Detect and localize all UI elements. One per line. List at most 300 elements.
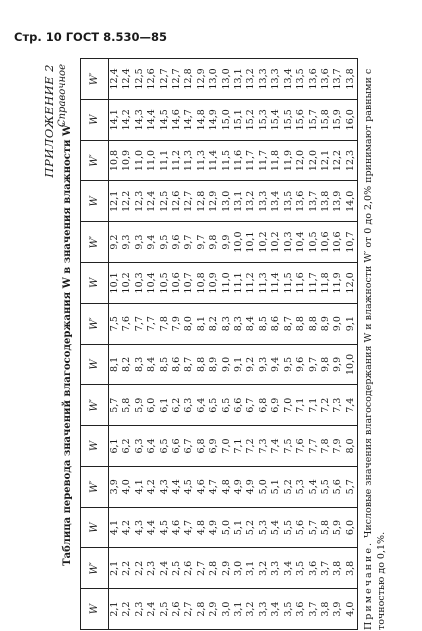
table-cell: 8,4: [245, 303, 257, 344]
table-cell: 12,6: [146, 59, 158, 100]
table-cell: 4,5: [183, 466, 195, 507]
table-cell: 3,8: [345, 548, 358, 589]
table-note: [362, 58, 388, 630]
table-cell: 7,1: [295, 385, 307, 426]
table-cell: 7,6: [295, 426, 307, 467]
table-cell: 8,0: [183, 303, 195, 344]
table-cell: 2,4: [146, 589, 158, 630]
table-cell: 6,0: [345, 507, 358, 548]
table-cell: 3,2: [258, 548, 270, 589]
table-cell: 9,2: [109, 222, 122, 263]
table-cell: 8,4: [146, 344, 158, 385]
table-row: [308, 59, 320, 630]
table-cell: 4,6: [196, 466, 208, 507]
table-row: [320, 59, 332, 630]
table-cell: 12,3: [345, 140, 358, 181]
table-cell: 7,6: [121, 303, 133, 344]
column-header: W: [81, 181, 109, 222]
table-cell: 14,5: [159, 99, 171, 140]
table-cell: 12,4: [146, 181, 158, 222]
table-cell: 9,9: [221, 222, 233, 263]
table-cell: 8,5: [159, 344, 171, 385]
table-cell: 5,6: [332, 466, 344, 507]
table-cell: 3,8: [332, 548, 344, 589]
column-header: W: [81, 99, 109, 140]
table-row: [183, 59, 195, 630]
table-cell: 15,8: [320, 99, 332, 140]
column-header: W: [81, 589, 109, 630]
table-cell: 13,3: [270, 59, 282, 100]
table-cell: 3,1: [233, 589, 245, 630]
table-cell: 10,8: [109, 140, 122, 181]
table-cell: 11,6: [233, 140, 245, 181]
table-cell: 3,1: [245, 548, 257, 589]
table-cell: 6,3: [183, 385, 195, 426]
table-cell: 5,8: [320, 507, 332, 548]
table-cell: 9,2: [245, 344, 257, 385]
table-cell: 12,1: [320, 140, 332, 181]
table-cell: 2,5: [159, 589, 171, 630]
table-row: [258, 59, 270, 630]
table-cell: 4,0: [345, 589, 358, 630]
table-cell: 13,0: [221, 59, 233, 100]
table-cell: 11,7: [308, 262, 320, 303]
table-cell: 2,2: [121, 589, 133, 630]
table-cell: 4,9: [233, 466, 245, 507]
table-cell: 11,3: [258, 262, 270, 303]
table-cell: 15,6: [295, 99, 307, 140]
table-cell: 11,8: [270, 140, 282, 181]
note-label: Примечание.: [363, 541, 374, 630]
table-cell: 8,3: [221, 303, 233, 344]
table-cell: 2,6: [183, 548, 195, 589]
table-cell: 12,2: [121, 181, 133, 222]
table-cell: 5,9: [332, 507, 344, 548]
table-cell: 6,3: [134, 426, 146, 467]
table-cell: 13,5: [283, 181, 295, 222]
table-cell: 8,5: [258, 303, 270, 344]
table-cell: 12,3: [134, 181, 146, 222]
table-cell: 6,1: [159, 385, 171, 426]
table-cell: 6,9: [270, 385, 282, 426]
table-cell: 6,5: [221, 385, 233, 426]
table-cell: 10,3: [134, 262, 146, 303]
table-cell: 15,7: [308, 99, 320, 140]
table-cell: 7,5: [283, 426, 295, 467]
table-cell: 12,9: [208, 181, 220, 222]
table-row: [345, 59, 358, 630]
table-cell: 9,5: [159, 222, 171, 263]
table-cell: 2,9: [208, 589, 220, 630]
table-cell: 9,8: [208, 222, 220, 263]
table-cell: 2,8: [196, 589, 208, 630]
table-cell: 12,4: [121, 59, 133, 100]
table-cell: 7,2: [245, 426, 257, 467]
table-cell: 10,0: [233, 222, 245, 263]
table-row: [121, 59, 133, 630]
table-row: [171, 59, 183, 630]
table-cell: 12,8: [183, 59, 195, 100]
table-cell: 6,5: [208, 385, 220, 426]
table-cell: 10,5: [308, 222, 320, 263]
table-cell: 2,2: [121, 548, 133, 589]
table-cell: 6,5: [159, 426, 171, 467]
table-cell: 4,4: [146, 507, 158, 548]
table-cell: 13,8: [320, 181, 332, 222]
table-cell: 13,7: [332, 59, 344, 100]
table-cell: 9,0: [332, 303, 344, 344]
table-cell: 6,2: [121, 426, 133, 467]
table-cell: 14,3: [134, 99, 146, 140]
table-cell: 5,7: [345, 466, 358, 507]
table-cell: 5,9: [134, 385, 146, 426]
table-cell: 9,6: [295, 344, 307, 385]
table-cell: 15,4: [270, 99, 282, 140]
table-cell: 13,9: [332, 181, 344, 222]
column-header: W: [81, 426, 109, 467]
table-cell: 4,8: [196, 507, 208, 548]
conversion-table: [80, 58, 358, 630]
table-row: [332, 59, 344, 630]
table-cell: 9,3: [121, 222, 133, 263]
table-cell: 4,4: [171, 466, 183, 507]
table-cell: 3,4: [283, 548, 295, 589]
table-cell: 5,0: [221, 507, 233, 548]
table-cell: 7,1: [308, 385, 320, 426]
table-title: Таблица перевода значений влагосодержания W в значения влажности W′: [62, 122, 73, 566]
table-cell: 13,6: [320, 59, 332, 100]
table-cell: 3,0: [233, 548, 245, 589]
table-cell: 12,5: [159, 181, 171, 222]
table-row: [109, 59, 122, 630]
table-cell: 5,7: [308, 507, 320, 548]
table-cell: 10,7: [183, 262, 195, 303]
table-row: [245, 59, 257, 630]
table-cell: 10,2: [270, 222, 282, 263]
table-cell: 13,0: [221, 181, 233, 222]
table-cell: 5,7: [109, 385, 122, 426]
table-cell: 10,2: [258, 222, 270, 263]
table-cell: 3,8: [320, 589, 332, 630]
table-cell: 9,4: [270, 344, 282, 385]
column-header: W: [81, 262, 109, 303]
table-cell: 6,6: [233, 385, 245, 426]
table-cell: 6,6: [171, 426, 183, 467]
table-cell: 11,4: [270, 262, 282, 303]
table-cell: 2,9: [221, 548, 233, 589]
table-cell: 4,6: [171, 507, 183, 548]
table-cell: 5,5: [320, 466, 332, 507]
table-cell: 10,6: [320, 222, 332, 263]
table-cell: 3,6: [295, 589, 307, 630]
table-body: [109, 59, 358, 630]
table-cell: 13,1: [233, 59, 245, 100]
table-cell: 3,9: [109, 466, 122, 507]
table-cell: 10,6: [332, 222, 344, 263]
table-cell: 11,0: [134, 140, 146, 181]
column-header: W′: [81, 466, 109, 507]
table-cell: 9,3: [134, 222, 146, 263]
table-cell: 7,1: [233, 426, 245, 467]
table-row: [295, 59, 307, 630]
column-header: W′: [81, 385, 109, 426]
table-cell: 6,0: [146, 385, 158, 426]
table-cell: 12,7: [183, 181, 195, 222]
table-cell: 3,5: [283, 589, 295, 630]
table-cell: 2,6: [171, 589, 183, 630]
table-cell: 2,4: [159, 548, 171, 589]
table-cell: 5,5: [283, 507, 295, 548]
table-cell: 5,2: [283, 466, 295, 507]
table-cell: 9,0: [221, 344, 233, 385]
table-cell: 9,9: [332, 344, 344, 385]
table-cell: 15,3: [258, 99, 270, 140]
table-cell: 10,9: [208, 262, 220, 303]
table-cell: 5,8: [121, 385, 133, 426]
table-cell: 9,3: [258, 344, 270, 385]
table-cell: 11,3: [183, 140, 195, 181]
table-cell: 5,0: [258, 466, 270, 507]
table-cell: 4,3: [159, 466, 171, 507]
table-cell: 11,9: [332, 262, 344, 303]
table-cell: 7,9: [171, 303, 183, 344]
table-cell: 2,1: [109, 589, 122, 630]
table-cell: 7,7: [146, 303, 158, 344]
appendix-title: ПРИЛОЖЕНИЕ 2: [42, 64, 56, 178]
table-cell: 7,8: [159, 303, 171, 344]
table-cell: 14,9: [208, 99, 220, 140]
table-cell: 13,2: [245, 181, 257, 222]
note-text: Числовые значения влагосодержания W и влажности W′ от 0 до 2,0% принимают равными с точностью до 0,1%.: [363, 68, 387, 630]
table-cell: 10,3: [283, 222, 295, 263]
column-header: W′: [81, 548, 109, 589]
table-header-row: [81, 59, 109, 630]
table-row: [159, 59, 171, 630]
table-cell: 5,2: [245, 507, 257, 548]
table-cell: 6,7: [245, 385, 257, 426]
table-cell: 4,5: [159, 507, 171, 548]
table-cell: 4,7: [183, 507, 195, 548]
table-cell: 8,2: [121, 344, 133, 385]
table-cell: 2,7: [183, 589, 195, 630]
table-cell: 14,0: [345, 181, 358, 222]
table-cell: 6,8: [258, 385, 270, 426]
table-cell: 11,6: [295, 262, 307, 303]
table-cell: 2,2: [134, 548, 146, 589]
table-cell: 4,8: [221, 466, 233, 507]
table-cell: 14,1: [109, 99, 122, 140]
table-cell: 7,8: [320, 426, 332, 467]
table-cell: 13,6: [308, 59, 320, 100]
table-row: [196, 59, 208, 630]
table-cell: 5,4: [270, 507, 282, 548]
table-cell: 12,6: [171, 181, 183, 222]
table-cell: 10,0: [345, 344, 358, 385]
table-cell: 12,7: [171, 59, 183, 100]
table-cell: 12,1: [109, 181, 122, 222]
table-cell: 13,1: [233, 181, 245, 222]
table-cell: 15,9: [332, 99, 344, 140]
table-cell: 3,7: [308, 589, 320, 630]
rotated-content: [42, 58, 392, 630]
table-cell: 8,6: [270, 303, 282, 344]
table-cell: 9,7: [196, 222, 208, 263]
table-cell: 8,0: [345, 426, 358, 467]
column-header: W: [81, 344, 109, 385]
table-cell: 6,4: [146, 426, 158, 467]
table-cell: 10,9: [121, 140, 133, 181]
table-cell: 14,2: [121, 99, 133, 140]
table-cell: 4,0: [121, 466, 133, 507]
column-header: W: [81, 507, 109, 548]
rotated-content-inner: [42, 58, 392, 630]
table-cell: 11,7: [258, 140, 270, 181]
table-cell: 9,7: [308, 344, 320, 385]
table-cell: 8,9: [320, 303, 332, 344]
table-row: [270, 59, 282, 630]
table-cell: 11,2: [171, 140, 183, 181]
table-cell: 14,4: [146, 99, 158, 140]
table-cell: 7,3: [258, 426, 270, 467]
table-cell: 14,8: [196, 99, 208, 140]
table-cell: 4,1: [109, 507, 122, 548]
table-cell: 11,7: [245, 140, 257, 181]
table-cell: 13,7: [308, 181, 320, 222]
table-cell: 10,2: [121, 262, 133, 303]
table-cell: 13,3: [258, 59, 270, 100]
table-cell: 9,1: [233, 344, 245, 385]
table-cell: 10,7: [345, 222, 358, 263]
table-cell: 8,9: [208, 344, 220, 385]
table-cell: 12,8: [196, 181, 208, 222]
table-cell: 7,4: [345, 385, 358, 426]
table-cell: 4,1: [134, 466, 146, 507]
table-cell: 4,7: [208, 466, 220, 507]
table-cell: 13,4: [283, 59, 295, 100]
table-cell: 8,8: [196, 344, 208, 385]
table-cell: 11,5: [283, 262, 295, 303]
table-cell: 8,3: [134, 344, 146, 385]
table-cell: 6,7: [183, 426, 195, 467]
table-cell: 8,1: [109, 344, 122, 385]
table-cell: 13,2: [245, 59, 257, 100]
table-cell: 12,5: [134, 59, 146, 100]
table-cell: 11,1: [159, 140, 171, 181]
table-cell: 9,5: [283, 344, 295, 385]
table-row: [221, 59, 233, 630]
table-cell: 9,8: [320, 344, 332, 385]
table-cell: 12,4: [109, 59, 122, 100]
table-cell: 10,5: [159, 262, 171, 303]
table-cell: 9,4: [146, 222, 158, 263]
table-cell: 10,6: [171, 262, 183, 303]
appendix-subtitle: Справочное: [57, 64, 68, 128]
table-cell: 10,1: [109, 262, 122, 303]
table-cell: 16,0: [345, 99, 358, 140]
table-cell: 7,7: [134, 303, 146, 344]
table-row: [233, 59, 245, 630]
table-cell: 12,0: [308, 140, 320, 181]
table-cell: 11,5: [221, 140, 233, 181]
table-cell: 7,0: [221, 426, 233, 467]
table-cell: 2,8: [208, 548, 220, 589]
table-cell: 13,8: [345, 59, 358, 100]
table-cell: 7,4: [270, 426, 282, 467]
table-cell: 7,3: [332, 385, 344, 426]
table-cell: 11,4: [208, 140, 220, 181]
table-cell: 3,6: [308, 548, 320, 589]
table-cell: 11,0: [221, 262, 233, 303]
table-cell: 10,4: [295, 222, 307, 263]
table-row: [208, 59, 220, 630]
table-cell: 3,9: [332, 589, 344, 630]
table-cell: 6,2: [171, 385, 183, 426]
table-cell: 8,7: [183, 344, 195, 385]
table-cell: 7,0: [283, 385, 295, 426]
table-cell: 12,0: [295, 140, 307, 181]
table-cell: 10,4: [146, 262, 158, 303]
table-cell: 12,0: [345, 262, 358, 303]
table-cell: 13,3: [258, 181, 270, 222]
column-header: W′: [81, 222, 109, 263]
table-cell: 5,6: [295, 507, 307, 548]
table-cell: 4,2: [146, 466, 158, 507]
table-cell: 3,0: [221, 589, 233, 630]
table-cell: 10,1: [245, 222, 257, 263]
table-cell: 6,1: [109, 426, 122, 467]
table-cell: 13,4: [270, 181, 282, 222]
table-cell: 10,8: [196, 262, 208, 303]
table-cell: 3,3: [258, 589, 270, 630]
table-cell: 14,7: [183, 99, 195, 140]
table-cell: 3,7: [320, 548, 332, 589]
table-cell: 2,3: [134, 589, 146, 630]
table-cell: 11,8: [320, 262, 332, 303]
table-cell: 9,6: [171, 222, 183, 263]
table-cell: 8,1: [196, 303, 208, 344]
table-cell: 15,5: [283, 99, 295, 140]
table-cell: 2,3: [146, 548, 158, 589]
table-cell: 11,9: [283, 140, 295, 181]
table-cell: 2,1: [109, 548, 122, 589]
table-cell: 2,5: [171, 548, 183, 589]
table-cell: 3,2: [245, 589, 257, 630]
table-cell: 9,1: [345, 303, 358, 344]
table-cell: 3,4: [270, 589, 282, 630]
table-cell: 13,0: [208, 59, 220, 100]
table-cell: 5,3: [295, 466, 307, 507]
table-cell: 8,8: [308, 303, 320, 344]
table-row: [283, 59, 295, 630]
table-cell: 4,9: [208, 507, 220, 548]
table-cell: 5,4: [308, 466, 320, 507]
table-cell: 8,3: [233, 303, 245, 344]
table-cell: 8,6: [171, 344, 183, 385]
table-cell: 11,0: [146, 140, 158, 181]
table-cell: 8,8: [295, 303, 307, 344]
table-cell: 2,7: [196, 548, 208, 589]
table-cell: 7,9: [332, 426, 344, 467]
table-cell: 6,9: [208, 426, 220, 467]
table-cell: 12,9: [196, 59, 208, 100]
table-cell: 7,2: [320, 385, 332, 426]
table-cell: 12,2: [332, 140, 344, 181]
table-cell: 15,1: [233, 99, 245, 140]
table-cell: 7,5: [109, 303, 122, 344]
page-header: Стр. 10 ГОСТ 8.530—85: [14, 30, 167, 44]
table-row: [146, 59, 158, 630]
column-header: W′: [81, 59, 109, 100]
